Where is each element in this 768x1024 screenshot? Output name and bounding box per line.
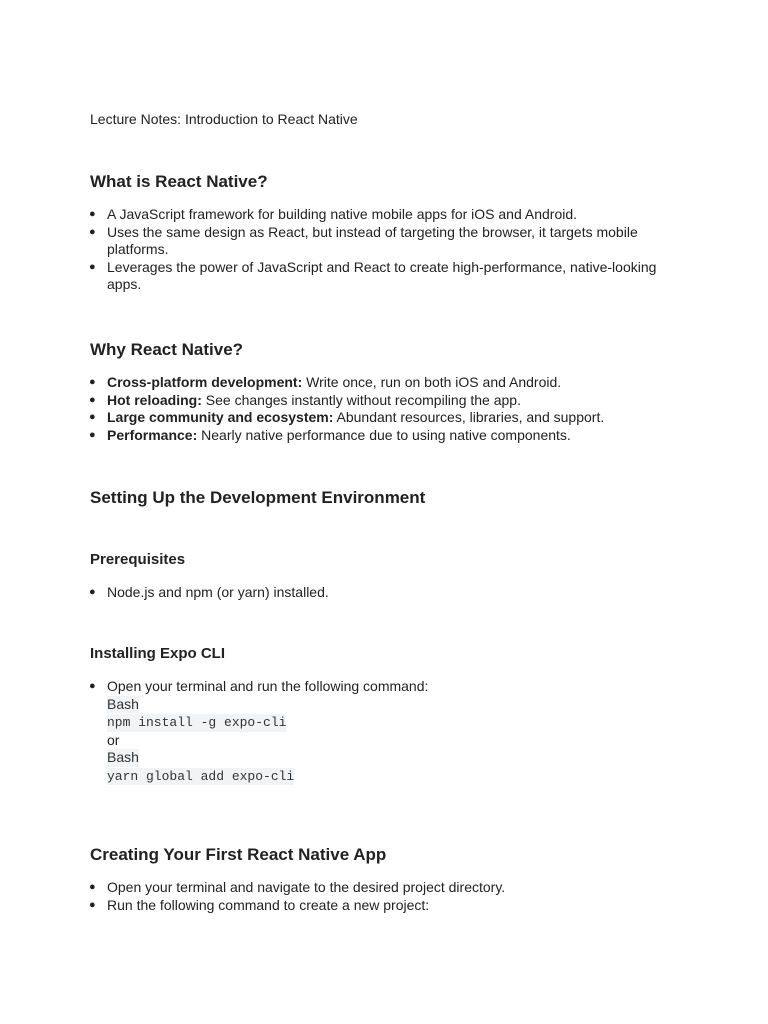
bullet-icon: ● bbox=[89, 428, 96, 441]
list-item bbox=[90, 897, 670, 915]
heading-setup-environment: Setting Up the Development Environment bbox=[90, 488, 426, 507]
list-item bbox=[90, 259, 670, 294]
list-item-text: Open your terminal and navigate to the desired project directory. bbox=[107, 879, 506, 895]
code-npm-install: npm install -g expo-cli bbox=[107, 715, 287, 730]
list-item-term: Large community and ecosystem: bbox=[107, 409, 334, 425]
list-why-react-native bbox=[90, 374, 670, 444]
list-item-text: A JavaScript framework for building native mobile apps for iOS and Android. bbox=[107, 206, 578, 222]
bullet-icon: ● bbox=[89, 881, 96, 893]
list-prerequisites bbox=[90, 584, 670, 602]
heading-what-is-react-native: What is React Native? bbox=[90, 172, 268, 191]
or-text: or bbox=[107, 731, 120, 748]
code-language-label: Bash bbox=[107, 695, 139, 712]
list-item-text: Abundant resources, libraries, and support. bbox=[333, 409, 605, 425]
heading-prerequisites: Prerequisites bbox=[90, 551, 186, 568]
list-item bbox=[90, 584, 670, 602]
document-title: Lecture Notes: Introduction to React Native bbox=[90, 111, 358, 127]
bullet-icon: ● bbox=[89, 898, 96, 911]
list-item bbox=[90, 427, 670, 445]
list-item bbox=[90, 678, 670, 785]
list-item bbox=[90, 392, 670, 410]
list-creating-first-app bbox=[90, 879, 670, 914]
list-item bbox=[90, 224, 670, 259]
list-item bbox=[90, 206, 670, 224]
bullet-icon: ● bbox=[89, 393, 96, 406]
code-yarn-global-add: yarn global add expo-cli bbox=[107, 768, 295, 784]
list-item bbox=[90, 879, 670, 897]
heading-creating-first-app: Creating Your First React Native App bbox=[90, 845, 387, 864]
bullet-icon: ● bbox=[89, 260, 96, 273]
bullet-icon: ● bbox=[89, 680, 96, 692]
bullet-icon: ● bbox=[89, 208, 96, 220]
list-item-term: Cross-platform development: bbox=[107, 374, 303, 390]
bullet-icon: ● bbox=[89, 411, 96, 423]
list-item-text: See changes instantly without recompiling the app. bbox=[201, 391, 521, 408]
list-what-is-react-native bbox=[90, 206, 670, 294]
list-item-term: Hot reloading: bbox=[107, 391, 202, 408]
list-installing-expo-cli bbox=[90, 678, 670, 785]
list-item-text: Run the following command to create a new project: bbox=[107, 896, 430, 913]
bullet-icon: ● bbox=[89, 225, 96, 238]
list-item-text: Node.js and npm (or yarn) installed. bbox=[107, 584, 329, 600]
heading-why-react-native: Why React Native? bbox=[90, 340, 244, 359]
list-item bbox=[90, 409, 670, 427]
list-item-text: Write once, run on both iOS and Android. bbox=[302, 374, 562, 390]
code-language-label: Bash bbox=[107, 749, 139, 765]
list-item-text: Open your terminal and run the following command: bbox=[107, 678, 429, 694]
list-item-text: Uses the same design as React, but instead of targeting the browser, it targets mobile platforms. bbox=[107, 223, 638, 257]
list-item bbox=[90, 374, 670, 392]
bullet-icon: ● bbox=[89, 376, 96, 388]
list-item-text: Leverages the power of JavaScript and React to create high-performance, native-looking apps. bbox=[107, 258, 657, 292]
list-item-term: Performance: bbox=[107, 426, 198, 443]
list-item-text: Nearly native performance due to using native components. bbox=[197, 426, 571, 443]
bullet-icon: ● bbox=[89, 586, 96, 598]
heading-installing-expo-cli: Installing Expo CLI bbox=[90, 645, 226, 662]
